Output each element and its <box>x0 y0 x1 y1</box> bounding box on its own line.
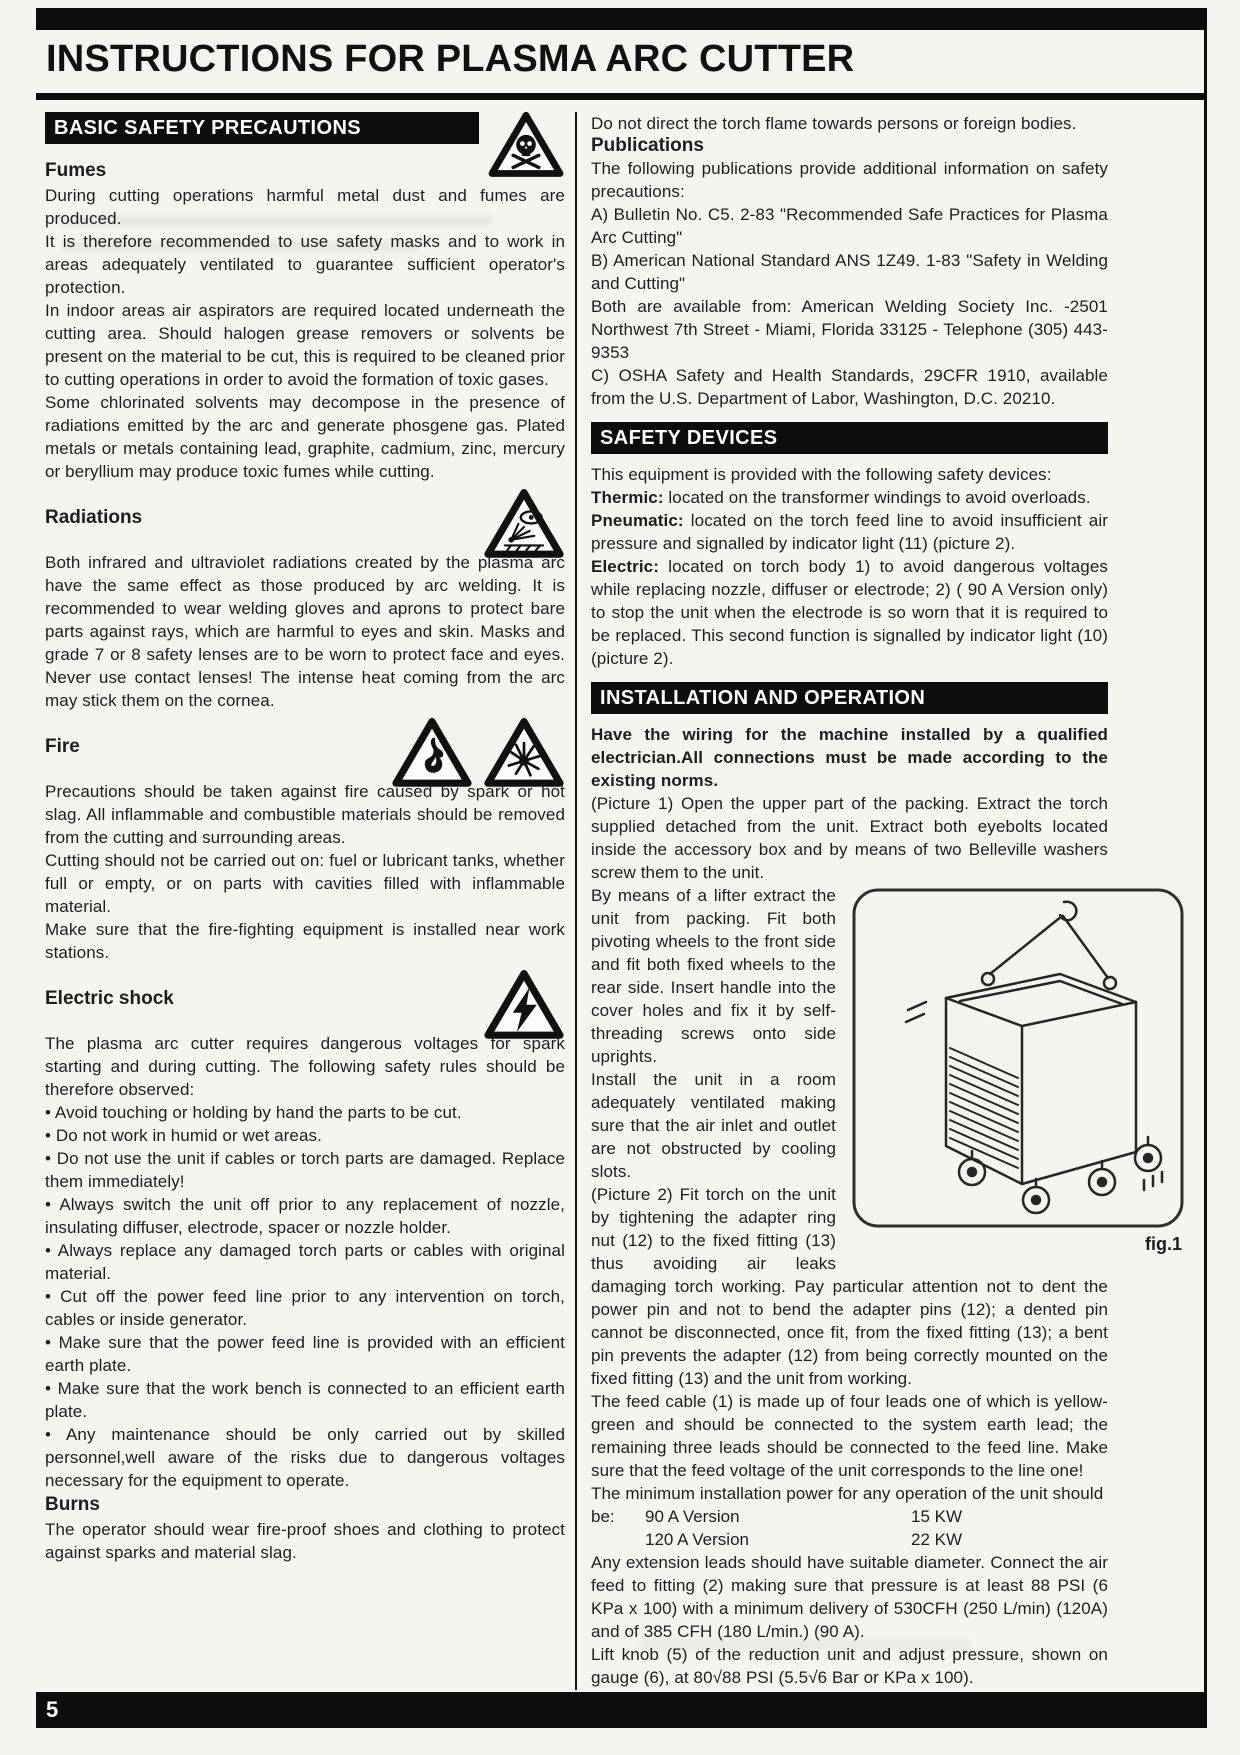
safety-device-item <box>591 486 1108 509</box>
radiations-heading-row <box>45 493 565 543</box>
installation-power-table <box>591 1505 1108 1551</box>
power-cell: 22 KW <box>911 1530 963 1549</box>
fumes-paragraph: During cutting operations harmful metal dust and fumes are produced. <box>45 186 565 228</box>
publications-intro: The following publications provide additional information on safety precautions: <box>591 159 1108 201</box>
version-cell: 90 A Version <box>645 1507 740 1526</box>
radiations-heading: Radiations <box>45 507 143 528</box>
safety-rule-item: • Always switch the unit off prior to any replacement of nozzle, insulating diffuser, electrode, spacer or nozzle holder. <box>45 1195 565 1237</box>
lift-knob-paragraph: Lift knob (5) of the reduction unit and adjust pressure, shown on gauge (6), at 80√88 PSI (5.5√6 Bar or KPa x 100). <box>591 1645 1108 1687</box>
fumes-paragraph: It is therefore recommended to use safety masks and to work in areas adequately ventilated to guarantee sufficient operator's protection. <box>45 232 565 297</box>
fumes-paragraph: In indoor areas air aspirators are required located underneath the cutting area. Should halogen grease removers or solvents be present on the material to be cut, this is required to be cleaned prior to cutting operations in order to avoid the formation of toxic gases. <box>45 301 565 389</box>
feed-cable-paragraph: The feed cable (1) is made up of four leads one of which is yellow-green and should be connected to the system earth lead; the remaining three leads should be connected to the feed line. Make sure that the feed voltage of the unit corresponds to the line one! <box>591 1392 1108 1480</box>
power-cell: 15 KW <box>911 1507 963 1526</box>
version-cell: 120 A Version <box>645 1530 749 1549</box>
device-text: located on the transformer windings to avoid overloads. <box>668 488 1091 507</box>
page-number: 5 <box>46 1697 59 1722</box>
fire-paragraph: Cutting should not be carried out on: fuel or lubricant tanks, whether full or empty, or on parts with cavities filled with inflammable material. <box>45 851 565 916</box>
installation-operation-header: INSTALLATION AND OPERATION <box>591 682 1108 714</box>
extension-leads-paragraph: Any extension leads should have suitable diameter. Connect the air feed to fitting (2) making sure that pressure is at least 88 PSI (6 KPa x 100) with a minimum delivery of 530CFH (250 L/min) (120A) and of 385 CFH (180 L/min.) (90 A). <box>591 1553 1108 1641</box>
fig1-lifting-unit-illustration <box>850 886 1186 1230</box>
burns-heading: Burns <box>45 1494 100 1515</box>
skull-crossbones-warning-icon <box>487 110 565 178</box>
device-label: Pneumatic: <box>591 511 684 530</box>
title-rule <box>36 93 1207 100</box>
column-divider-rule <box>575 112 577 1690</box>
radiations-paragraph: Both infrared and ultraviolet radiations created by the plasma arc have the same effect as those produced by arc welding. It is recommended to wear welding gloves and aprons to protect bare parts against rays, which are harmful to eyes and skin. Masks and grade 7 or 8 safety lenses are to be worn to protect face and eyes. Never use contact lenses! The intense heat coming from the arc may stick them on the cornea. <box>45 553 565 710</box>
basic-safety-header-row <box>45 112 565 152</box>
fire-heading-row <box>45 722 565 772</box>
safety-rule-item: • Make sure that the power feed line is provided with an efficient earth plate. <box>45 1333 565 1375</box>
safety-rule-item: • Any maintenance should be only carried out by skilled personnel,well aware of the risks due to dangerous voltages necessary for the equipment to operate. <box>45 1425 565 1490</box>
explosion-warning-icon <box>483 716 565 788</box>
torch-flame-warning: Do not direct the torch flame towards persons or foreign bodies. <box>591 114 1077 133</box>
top-border-bar <box>36 8 1207 30</box>
right-column <box>591 112 1182 1690</box>
electric-shock-warning-icon <box>483 968 565 1040</box>
right-border-line <box>1204 8 1207 1728</box>
power-table-lead: be: <box>591 1507 615 1526</box>
electric-shock-heading-row <box>45 974 565 1024</box>
electric-shock-icons <box>483 968 565 1040</box>
publication-item: B) American National Standard ANS 1Z49. 1-83 "Safety in Welding and Cutting" <box>591 251 1108 293</box>
device-label: Thermic: <box>591 488 664 507</box>
fire-icons <box>391 716 565 788</box>
picture1-paragraph: (Picture 1) Open the upper part of the packing. Extract the torch supplied detached from the unit. Extract both eyebolts located inside the accessory box and by means of two Belleville washers screw them to the unit. <box>591 794 1108 882</box>
safety-rule-item: • Do not use the unit if cables or torch parts are damaged. Replace them immediately! <box>45 1149 565 1191</box>
electric-shock-heading: Electric shock <box>45 988 174 1009</box>
electric-shock-intro: The plasma arc cutter requires dangerous voltages for spark starting and during cutting. The following safety rules should be therefore observed: <box>45 1034 565 1099</box>
device-text: located on the torch feed line to avoid insufficient air pressure and signalled by indicator light (11) (picture 2). <box>591 511 1108 553</box>
device-text: located on torch body 1) to avoid dangerous voltages while replacing nozzle, diffuser or electrode; 2) ( 90 A Version only) to stop the unit when the electrode is so worn that it is required to be replaced. This second function is signalled by indicator light (10) (picture 2). <box>591 557 1108 668</box>
publication-item: A) Bulletin No. C5. 2-83 "Recommended Safe Practices for Plasma Arc Cutting" <box>591 205 1108 247</box>
safety-rule-item: • Always replace any damaged torch parts or cables with original material. <box>45 1241 565 1283</box>
safety-device-item <box>591 555 1108 670</box>
safety-device-item <box>591 509 1108 555</box>
picture2-paragraph: (Picture 2) Fit torch on the unit by tightening the adapter ring nut (12) to the fixed fitting (13) thus avoiding air leaks damaging torch working. Pay particular attention not to dent the power pin and not to bend the adapter pins (12); a dented pin cannot be disconnected, once fit, from the fixed fitting (13); a bent pin prevents the adapter (12) from being correctly mounted on the fixed fitting (13) and the unit from working. <box>591 1185 1108 1388</box>
safety-rule-item: • Do not work in humid or wet areas. <box>45 1126 322 1145</box>
fire-heading: Fire <box>45 736 80 757</box>
arc-rays-warning-icon <box>483 487 565 559</box>
publications-heading: Publications <box>591 135 704 156</box>
safety-rule-item: • Make sure that the work bench is connected to an efficient earth plate. <box>45 1379 565 1421</box>
fumes-heading: Fumes <box>45 160 107 181</box>
safety-rule-item: • Avoid touching or holding by hand the parts to be cut. <box>45 1103 462 1122</box>
basic-safety-precautions-header: BASIC SAFETY PRECAUTIONS <box>45 112 479 144</box>
fumes-paragraph: Some chlorinated solvents may decompose in the presence of radiations emitted by the arc and generate phosgene gas. Plated metals or metals containing lead, graphite, cadmium, zinc, mercury or beryllium may produce toxic fumes while cutting. <box>45 393 565 481</box>
min-power-paragraph: The minimum installation power for any operation of the unit should <box>591 1484 1104 1503</box>
two-column-layout <box>45 112 1182 1690</box>
bottom-border-bar <box>36 1692 1207 1728</box>
page-title: INSTRUCTIONS FOR PLASMA ARC CUTTER <box>46 38 855 80</box>
radiations-icons <box>483 487 565 559</box>
publication-item: C) OSHA Safety and Health Standards, 29CFR 1910, available from the U.S. Department of Labor, Washington, D.C. 20210. <box>591 366 1108 408</box>
lifter-paragraph: By means of a lifter extract the unit from packing. Fit both pivoting wheels to the front side and fit both fixed wheels to the rear side. Insert handle into the cover holes and fix it by self-threading screws onto side uprights. <box>591 886 836 1066</box>
empty-cell <box>591 1528 645 1551</box>
safety-rule-item: • Cut off the power feed line prior to any intervention on torch, cables or inside generator. <box>45 1287 565 1329</box>
burns-paragraph: The operator should wear fire-proof shoes and clothing to protect against sparks and material slag. <box>45 1520 565 1562</box>
figure-1 <box>850 886 1186 1255</box>
publication-availability: Both are available from: American Welding Society Inc. -2501 Northwest 7th Street - Miami, Florida 33125 - Telephone (305) 443-9353 <box>591 297 1108 362</box>
fire-paragraph: Make sure that the fire-fighting equipment is installed near work stations. <box>45 920 565 962</box>
left-column <box>45 112 565 1690</box>
fire-warning-icon <box>391 716 473 788</box>
ventilation-paragraph: Install the unit in a room adequately ventilated making sure that the air inlet and outlet are not obstructed by cooling slots. <box>591 1070 836 1181</box>
figure-caption: fig.1 <box>1144 1234 1182 1254</box>
device-label: Electric: <box>591 557 659 576</box>
safety-devices-header: SAFETY DEVICES <box>591 422 1108 454</box>
safety-devices-intro: This equipment is provided with the following safety devices: <box>591 465 1052 484</box>
qualified-electrician-warning: Have the wiring for the machine installed by a qualified electrician.All connections must be made according to the existing norms. <box>591 725 1108 790</box>
fire-paragraph: Precautions should be taken against fire caused by spark or hot slag. All inflammable and combustible materials should be removed from the cutting and surrounding areas. <box>45 782 565 847</box>
